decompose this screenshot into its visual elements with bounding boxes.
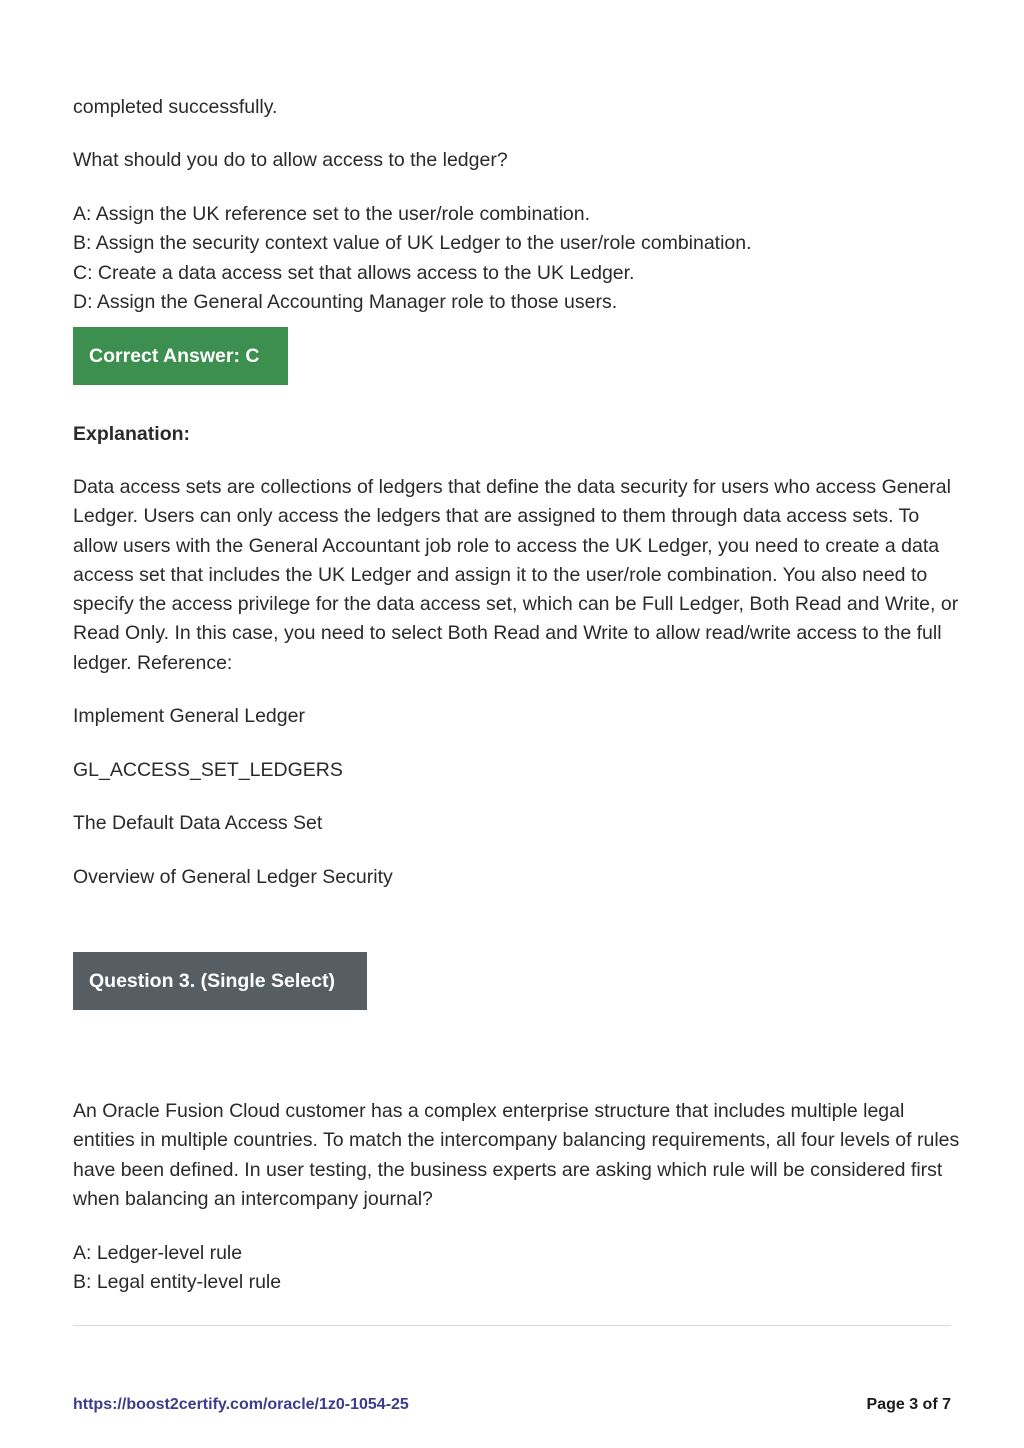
option-d: D: Assign the General Accounting Manager role to those users. [73, 290, 618, 313]
option-c: C: Create a data access set that allows access to the UK Ledger. [73, 261, 635, 284]
footer-url-link[interactable]: https://boost2certify.com/oracle/1z0-1054-25 [73, 1396, 409, 1413]
option-a: A: Assign the UK reference set to the user/role combination. [73, 203, 591, 225]
question-prompt: What should you do to allow access to the ledger? [73, 149, 508, 171]
question-3-text: An Oracle Fusion Cloud customer has a complex enterprise structure that includes multiple legal entities in multiple countries. To match the intercompany balancing requirements, all four levels of rules have been defined. In user testing, the business experts are asking which rule will be considered first when balancing an intercompany journal? [73, 1100, 960, 1210]
reference-item: Implement General Ledger [73, 705, 305, 727]
reference-item: Overview of General Ledger Security [73, 866, 393, 888]
reference-item: The Default Data Access Set [73, 812, 323, 834]
correct-answer-badge: Correct Answer: C [73, 327, 288, 385]
option-a: A: Ledger-level rule [73, 1242, 243, 1264]
option-b: B: Legal entity-level rule [73, 1271, 282, 1294]
answer-options-list [73, 200, 752, 317]
page-number: Page 3 of 7 [866, 1396, 951, 1413]
question-3-options-list [73, 1239, 281, 1298]
question-3-badge: Question 3. (Single Select) [73, 952, 367, 1010]
footer-divider [73, 1325, 951, 1326]
explanation-heading: Explanation: [73, 423, 191, 445]
option-b: B: Assign the security context value of UK Ledger to the user/role combination. [73, 232, 752, 255]
question-continuation-text: completed successfully. [73, 96, 278, 118]
reference-item: GL_ACCESS_SET_LEDGERS [73, 759, 343, 781]
explanation-text: Data access sets are collections of ledgers that define the data security for users who access General Ledger. Users can only access the ledgers that are assigned to them through data access sets. To allow users with the General Accountant job role to access the UK Ledger, you need to create a data access set that includes the UK Ledger and assign it to the user/role combination. You also need to specify the access privilege for the data access set, which can be Full Ledger, Both Read and Write, or Read Only. In this case, you need to select Both Read and Write to allow read/write access to the full ledger. Reference: [73, 476, 959, 674]
